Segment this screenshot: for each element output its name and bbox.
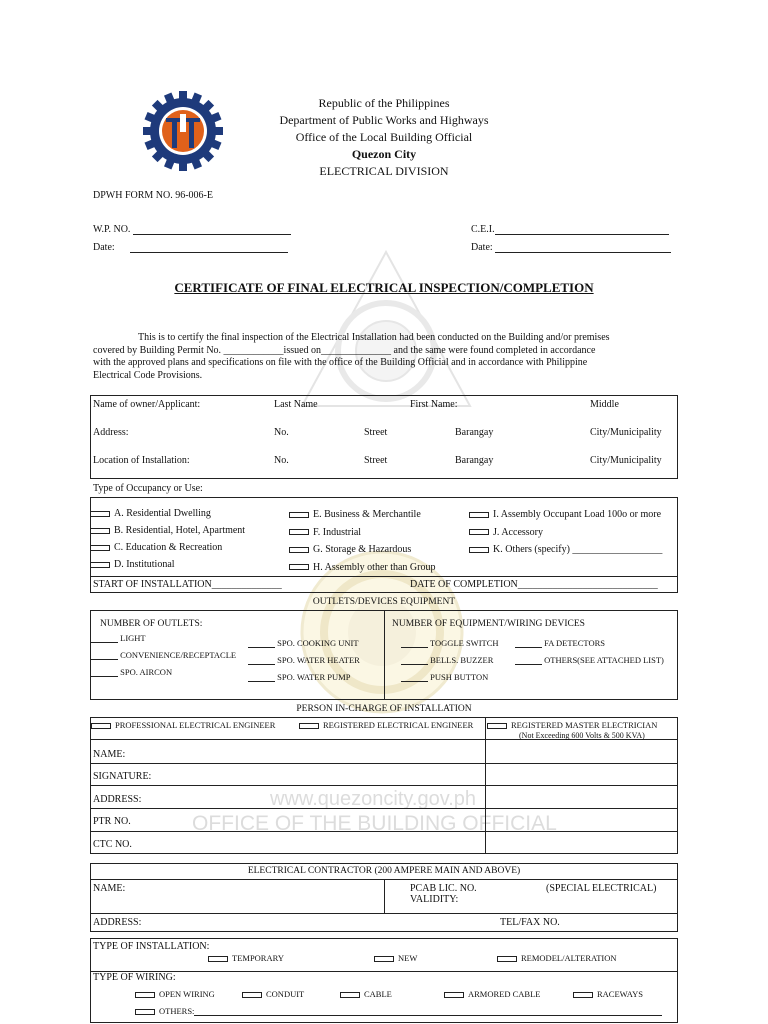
division-text: ELECTRICAL DIVISION [319, 164, 449, 178]
person-ptr-label: PTR NO. [93, 816, 131, 827]
date-of-completion[interactable]: DATE OF COMPLETION____________________________ [410, 579, 658, 590]
department-text: Department of Public Works and Highways [279, 113, 489, 127]
checkbox[interactable] [289, 512, 309, 518]
tel-fax-label: TEL/FAX NO. [500, 917, 560, 928]
occupancy-a[interactable]: A. Residential Dwelling [90, 505, 245, 522]
address-no-label: No. [274, 427, 289, 438]
installation-type-label: TYPE OF INSTALLATION: [93, 941, 210, 952]
device-bells[interactable]: BELLS. BUZZER [401, 655, 493, 665]
occupancy-g[interactable]: G. Storage & Hazardous [289, 541, 436, 559]
person-ctc-label: CTC NO. [93, 839, 132, 850]
wiring-type-label: TYPE OF WIRING: [93, 972, 176, 983]
person-name-label: NAME: [93, 749, 126, 760]
contractor-section-title: ELECTRICAL CONTRACTOR (200 AMPERE MAIN AND ABOVE) [247, 866, 521, 876]
checkbox[interactable] [469, 547, 489, 553]
checkbox-remodel[interactable]: REMODEL/ALTERATION [497, 953, 617, 963]
occupancy-j[interactable]: J. Accessory [469, 524, 662, 542]
device-toggle[interactable]: TOGGLE SWITCH [401, 638, 499, 648]
outlets-section-title: OUTLETS/DEVICES EQUIPMENT [312, 597, 456, 607]
outlet-pump[interactable]: SPO. WATER PUMP [248, 672, 350, 682]
watermark-triangle-seal [296, 246, 476, 416]
certify-line-1: This is to certify the final inspection of the Electrical Installation had been conducted on the Building and/or premises [138, 332, 610, 343]
outlet-heater[interactable]: SPO. WATER HEATER [248, 655, 360, 665]
outlets-title: NUMBER OF OUTLETS: [100, 619, 203, 629]
person-address-label: ADDRESS: [93, 794, 142, 805]
last-name-label: Last Name [274, 399, 318, 410]
occupancy-k[interactable]: K. Others (specify) __________________ [469, 541, 662, 559]
checkbox-rme[interactable]: REGISTERED MASTER ELECTRICIAN [487, 720, 657, 730]
person-signature-label: SIGNATURE: [93, 771, 152, 782]
republic-text: Republic of the Philippines [318, 96, 450, 110]
checkbox[interactable] [289, 529, 309, 535]
location-label: Location of Installation: [93, 455, 190, 466]
dpwh-gear-logo [142, 90, 224, 172]
checkbox[interactable] [90, 511, 110, 517]
occupancy-f[interactable]: F. Industrial [289, 524, 436, 542]
checkbox[interactable] [90, 562, 110, 568]
outlet-cooking[interactable]: SPO. COOKING UNIT [248, 638, 359, 648]
rme-note: (Not Exceeding 600 Volts & 500 KVA) [519, 731, 645, 740]
checkbox-others[interactable]: OTHERS: [135, 1006, 662, 1016]
checkbox-ree[interactable]: REGISTERED ELECTRICAL ENGINEER [299, 720, 473, 730]
checkbox[interactable] [90, 545, 110, 551]
occupancy-h[interactable]: H. Assembly other than Group [289, 559, 436, 577]
checkbox-temporary[interactable]: TEMPORARY [208, 953, 284, 963]
checkbox[interactable] [90, 528, 110, 534]
occupancy-label: Type of Occupancy or Use: [93, 483, 203, 494]
occupancy-b[interactable]: B. Residential, Hotel, Apartment [90, 522, 245, 539]
checkbox-raceways[interactable]: RACEWAYS [573, 989, 643, 999]
checkbox-new[interactable]: NEW [374, 953, 417, 963]
start-of-installation[interactable]: START OF INSTALLATION______________ [93, 579, 282, 590]
first-name-label: First Name: [410, 399, 458, 410]
contractor-name-label: NAME: [93, 883, 126, 894]
occupancy-c[interactable]: C. Education & Recreation [90, 539, 245, 556]
checkbox-cable[interactable]: CABLE [340, 989, 392, 999]
checkbox[interactable] [469, 512, 489, 518]
special-electrical-label: (SPECIAL ELECTRICAL) [546, 883, 657, 894]
outlet-convenience[interactable]: CONVENIENCE/RECEPTACLE [91, 650, 236, 660]
middle-name-label: Middle [590, 399, 619, 410]
device-fa[interactable]: FA DETECTORS [515, 638, 605, 648]
device-others[interactable]: OTHERS(SEE ATTACHED LIST) [515, 655, 664, 665]
occupancy-d[interactable]: D. Institutional [90, 556, 245, 573]
occupancy-i[interactable]: I. Assembly Occupant Load 100o or more [469, 506, 662, 524]
wp-no-field[interactable]: W.P. NO. [93, 224, 291, 235]
certificate-title: CERTIFICATE OF FINAL ELECTRICAL INSPECTION/COMPLETION [174, 280, 594, 295]
device-push[interactable]: PUSH BUTTON [401, 672, 488, 682]
contractor-address-label: ADDRESS: [93, 917, 142, 928]
address-label: Address: [93, 427, 129, 438]
checkbox-conduit[interactable]: CONDUIT [242, 989, 304, 999]
location-street-label: Street [364, 455, 388, 466]
outlet-aircon[interactable]: SPO. AIRCON [91, 667, 172, 677]
date-field-right[interactable]: Date: [471, 242, 671, 253]
address-street-label: Street [364, 427, 388, 438]
city-text: Quezon City [351, 147, 417, 161]
person-section-title: PERSON IN-CHARGE OF INSTALLATION [296, 704, 472, 714]
checkbox[interactable] [289, 564, 309, 570]
checkbox[interactable] [469, 529, 489, 535]
equipment-title: NUMBER OF EQUIPMENT/WIRING DEVICES [392, 619, 585, 629]
location-city-label: City/Municipality [590, 455, 662, 466]
office-text: Office of the Local Building Official [295, 130, 473, 144]
checkbox-open-wiring[interactable]: OPEN WIRING [135, 989, 215, 999]
validity-label: VALIDITY: [410, 894, 459, 905]
checkbox-pee[interactable]: PROFESSIONAL ELECTRICAL ENGINEER [91, 720, 275, 730]
outlet-light[interactable]: LIGHT [91, 633, 146, 643]
form-number: DPWH FORM NO. 96-006-E [93, 190, 213, 201]
address-city-label: City/Municipality [590, 427, 662, 438]
checkbox[interactable] [289, 547, 309, 553]
date-field-left[interactable]: Date: [93, 242, 288, 253]
certify-line-3: with the approved plans and specifications on file with the office of the Building Official and in accordance with Philippine [93, 357, 588, 368]
cei-field[interactable]: C.E.I. [471, 224, 669, 235]
watermark-url: www.quezoncity.gov.ph [270, 788, 477, 810]
owner-name-label: Name of owner/Applicant: [93, 399, 201, 410]
watermark-office: OFFICE OF THE BUILDING OFFICIAL [192, 812, 557, 835]
location-no-label: No. [274, 455, 289, 466]
occupancy-e[interactable]: E. Business & Merchantile [289, 506, 436, 524]
checkbox-armored-cable[interactable]: ARMORED CABLE [444, 989, 541, 999]
certify-line-4: Electrical Code Provisions. [93, 369, 203, 381]
certify-line-2: covered by Building Permit No. ____________issued on______________ and the same were found completed in accordance [93, 344, 596, 356]
location-barangay-label: Barangay [455, 455, 494, 466]
pcab-label: PCAB LIC. NO. [410, 883, 477, 894]
address-barangay-label: Barangay [455, 427, 494, 438]
